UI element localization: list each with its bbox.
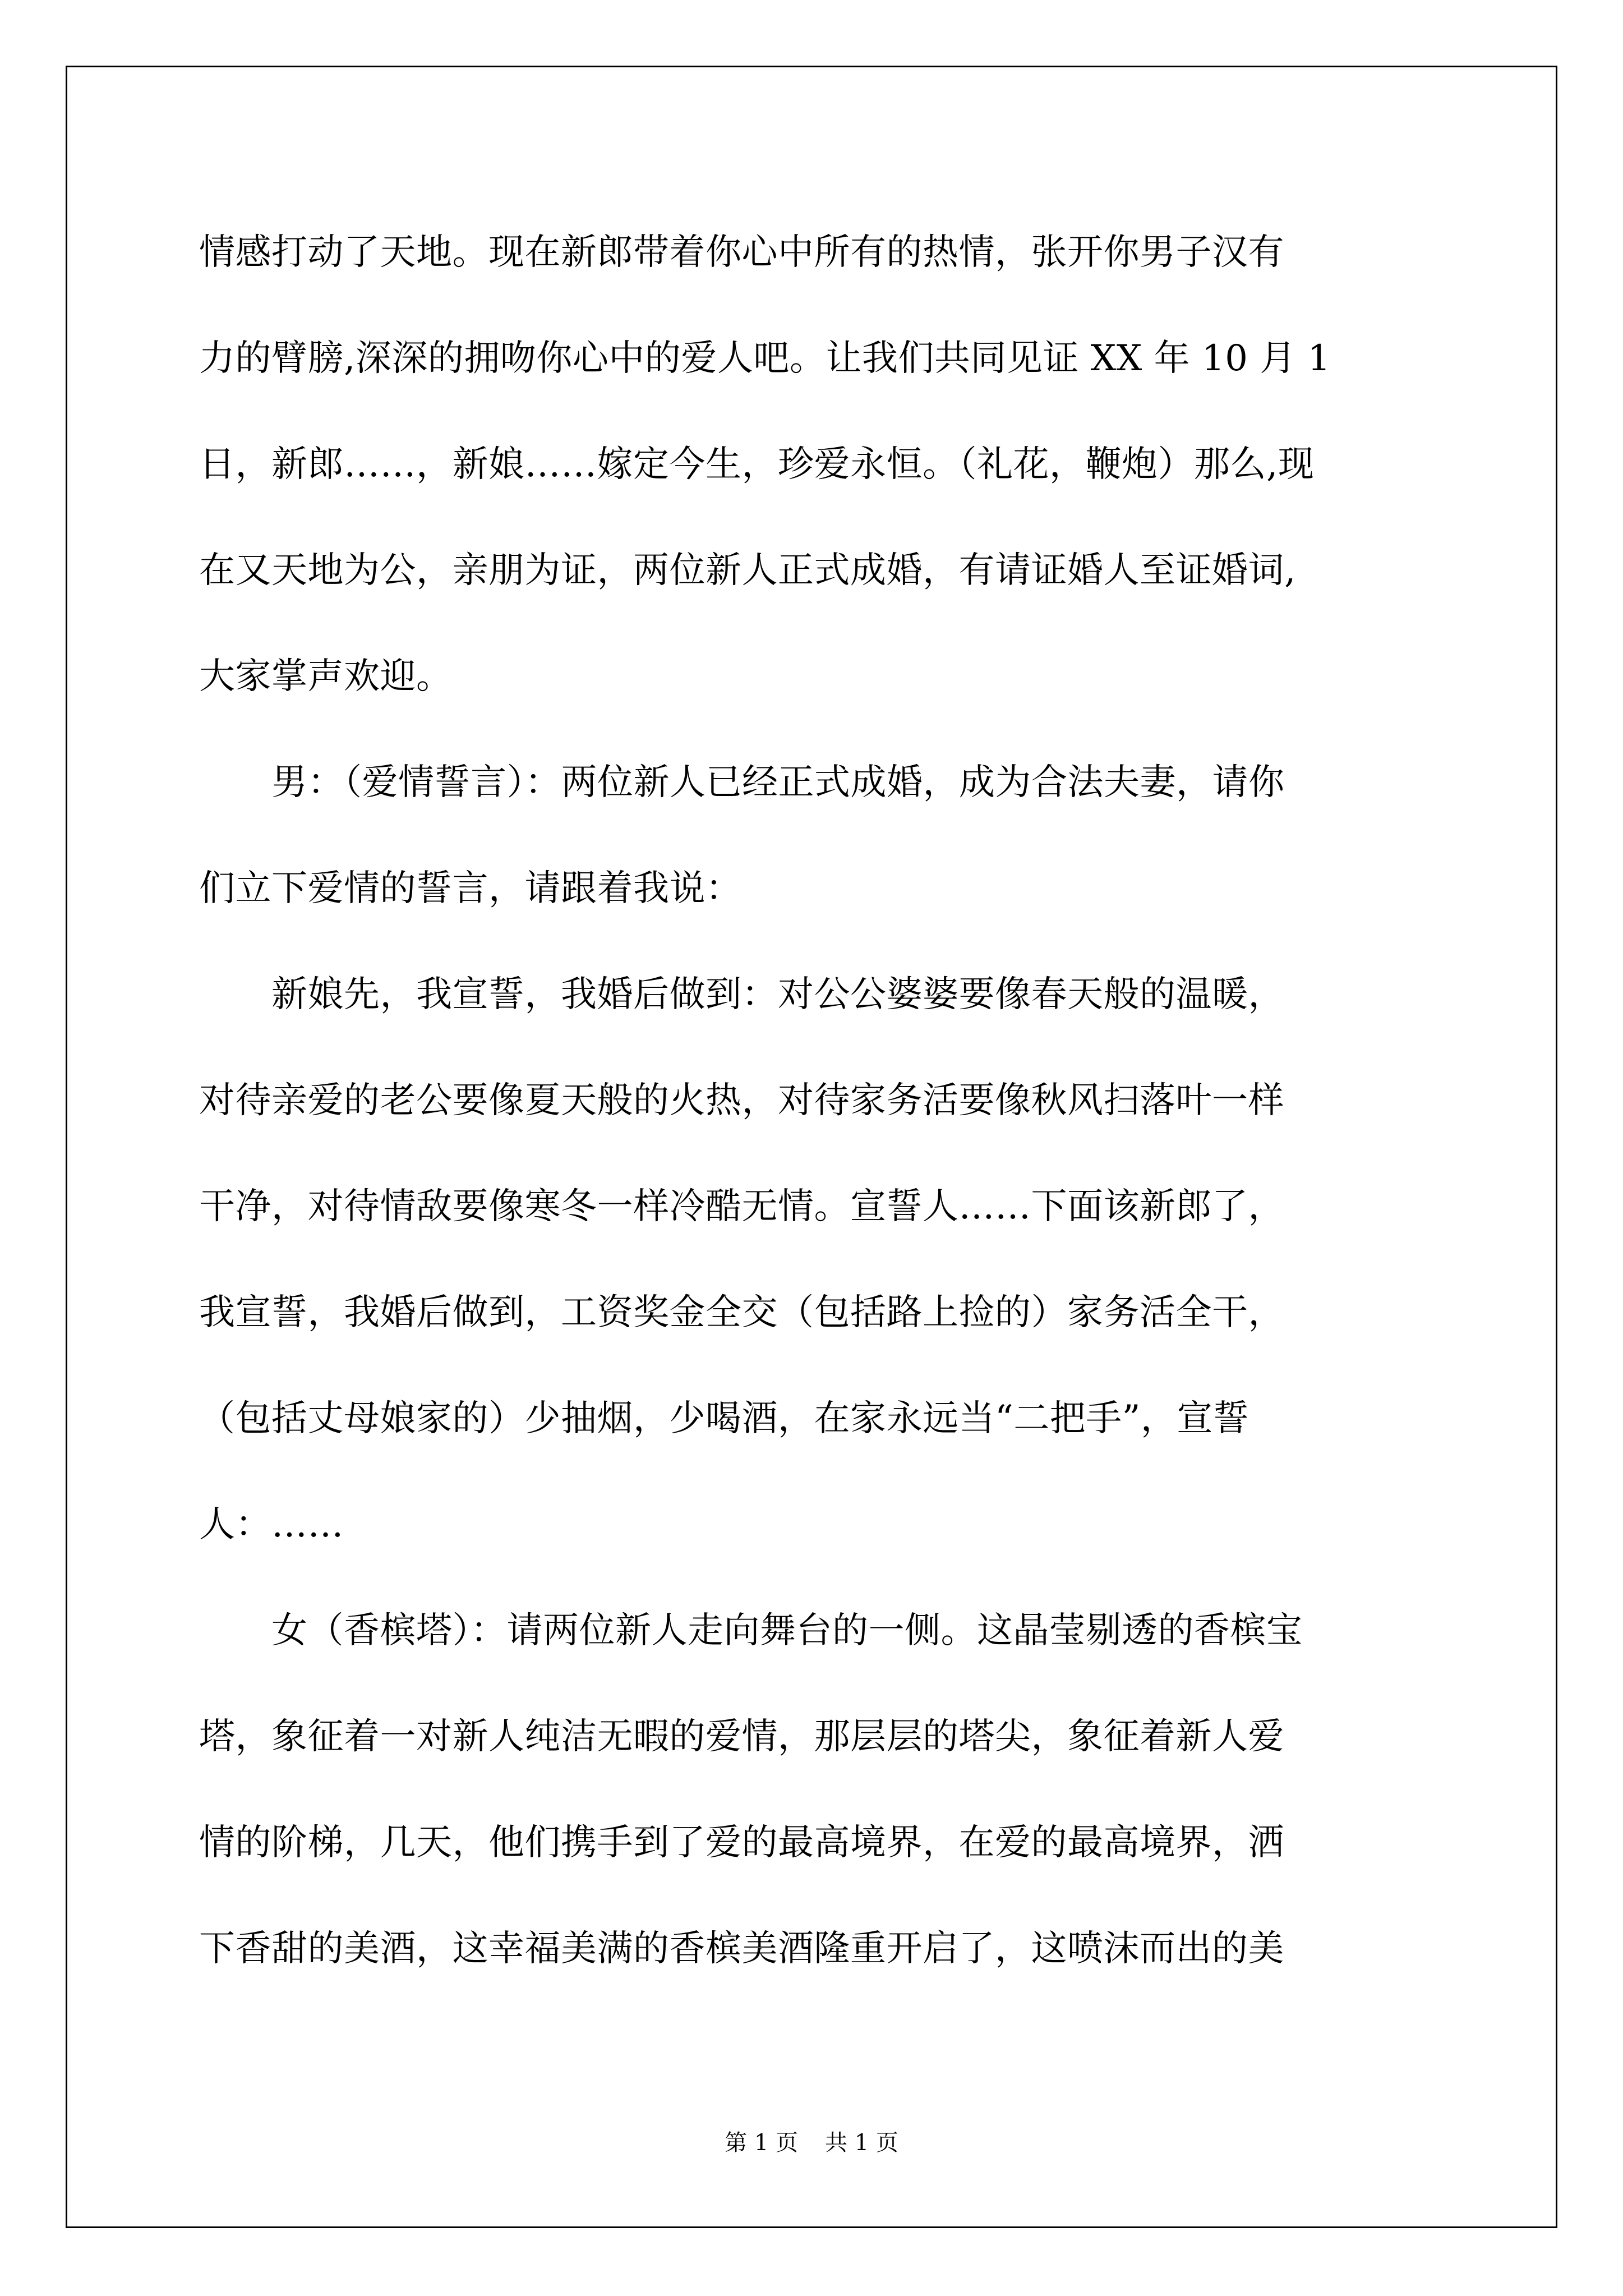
text-line: 日，新郎……，新娘……嫁定今生，珍爱永恒。（礼花，鞭炮）那么,现 xyxy=(199,444,1315,485)
text-line: 下香甜的美酒，这幸福美满的香槟美酒隆重开启了，这喷沫而出的美 xyxy=(199,1928,1284,1970)
text-line: （包括丈母娘家的）少抽烟，少喝酒，在家永远当“二把手”，宣誓 xyxy=(199,1398,1249,1439)
text-line: 男：（爱情誓言）：两位新人已经正式成婚，成为合法夫妻，请你 xyxy=(199,762,1285,803)
page-footer xyxy=(0,2126,1623,2160)
text-line: 人：…… xyxy=(199,1504,344,1545)
page-number: 第 1 页 xyxy=(725,2130,798,2156)
page-total: 共 1 页 xyxy=(825,2130,898,2156)
text-line: 我宣誓，我婚后做到，工资奖金全交（包括路上捡的）家务活全干， xyxy=(199,1292,1284,1333)
text-line: 对待亲爱的老公要像夏天般的火热，对待家务活要像秋风扫落叶一样 xyxy=(199,1080,1284,1121)
text-line: 女（香槟塔）：请两位新人走向舞台的一侧。这晶莹剔透的香槟宝 xyxy=(199,1610,1303,1651)
text-line: 塔，象征着一对新人纯洁无暇的爱情，那层层的塔尖，象征着新人爱 xyxy=(199,1716,1284,1757)
document-body xyxy=(199,216,1427,2018)
text-line: 们立下爱情的誓言，请跟着我说： xyxy=(199,868,742,909)
text-line: 情感打动了天地。现在新郎带着你心中所有的热情，张开你男子汉有 xyxy=(199,232,1284,273)
text-line: 在又天地为公，亲朋为证，两位新人正式成婚，有请证婚人至证婚词, xyxy=(199,550,1296,591)
text-line: 力的臂膀,深深的拥吻你心中的爱人吧。让我们共同见证 XX 年 10 月 1 xyxy=(199,338,1331,379)
text-line: 大家掌声欢迎。 xyxy=(199,656,453,697)
text-line: 干净，对待情敌要像寒冬一样冷酷无情。宣誓人……下面该新郎了， xyxy=(199,1186,1284,1227)
text-line: 新娘先，我宣誓，我婚后做到：对公公婆婆要像春天般的温暖， xyxy=(199,974,1284,1015)
text-line: 情的阶梯，几天，他们携手到了爱的最高境界，在爱的最高境界，洒 xyxy=(199,1822,1284,1864)
